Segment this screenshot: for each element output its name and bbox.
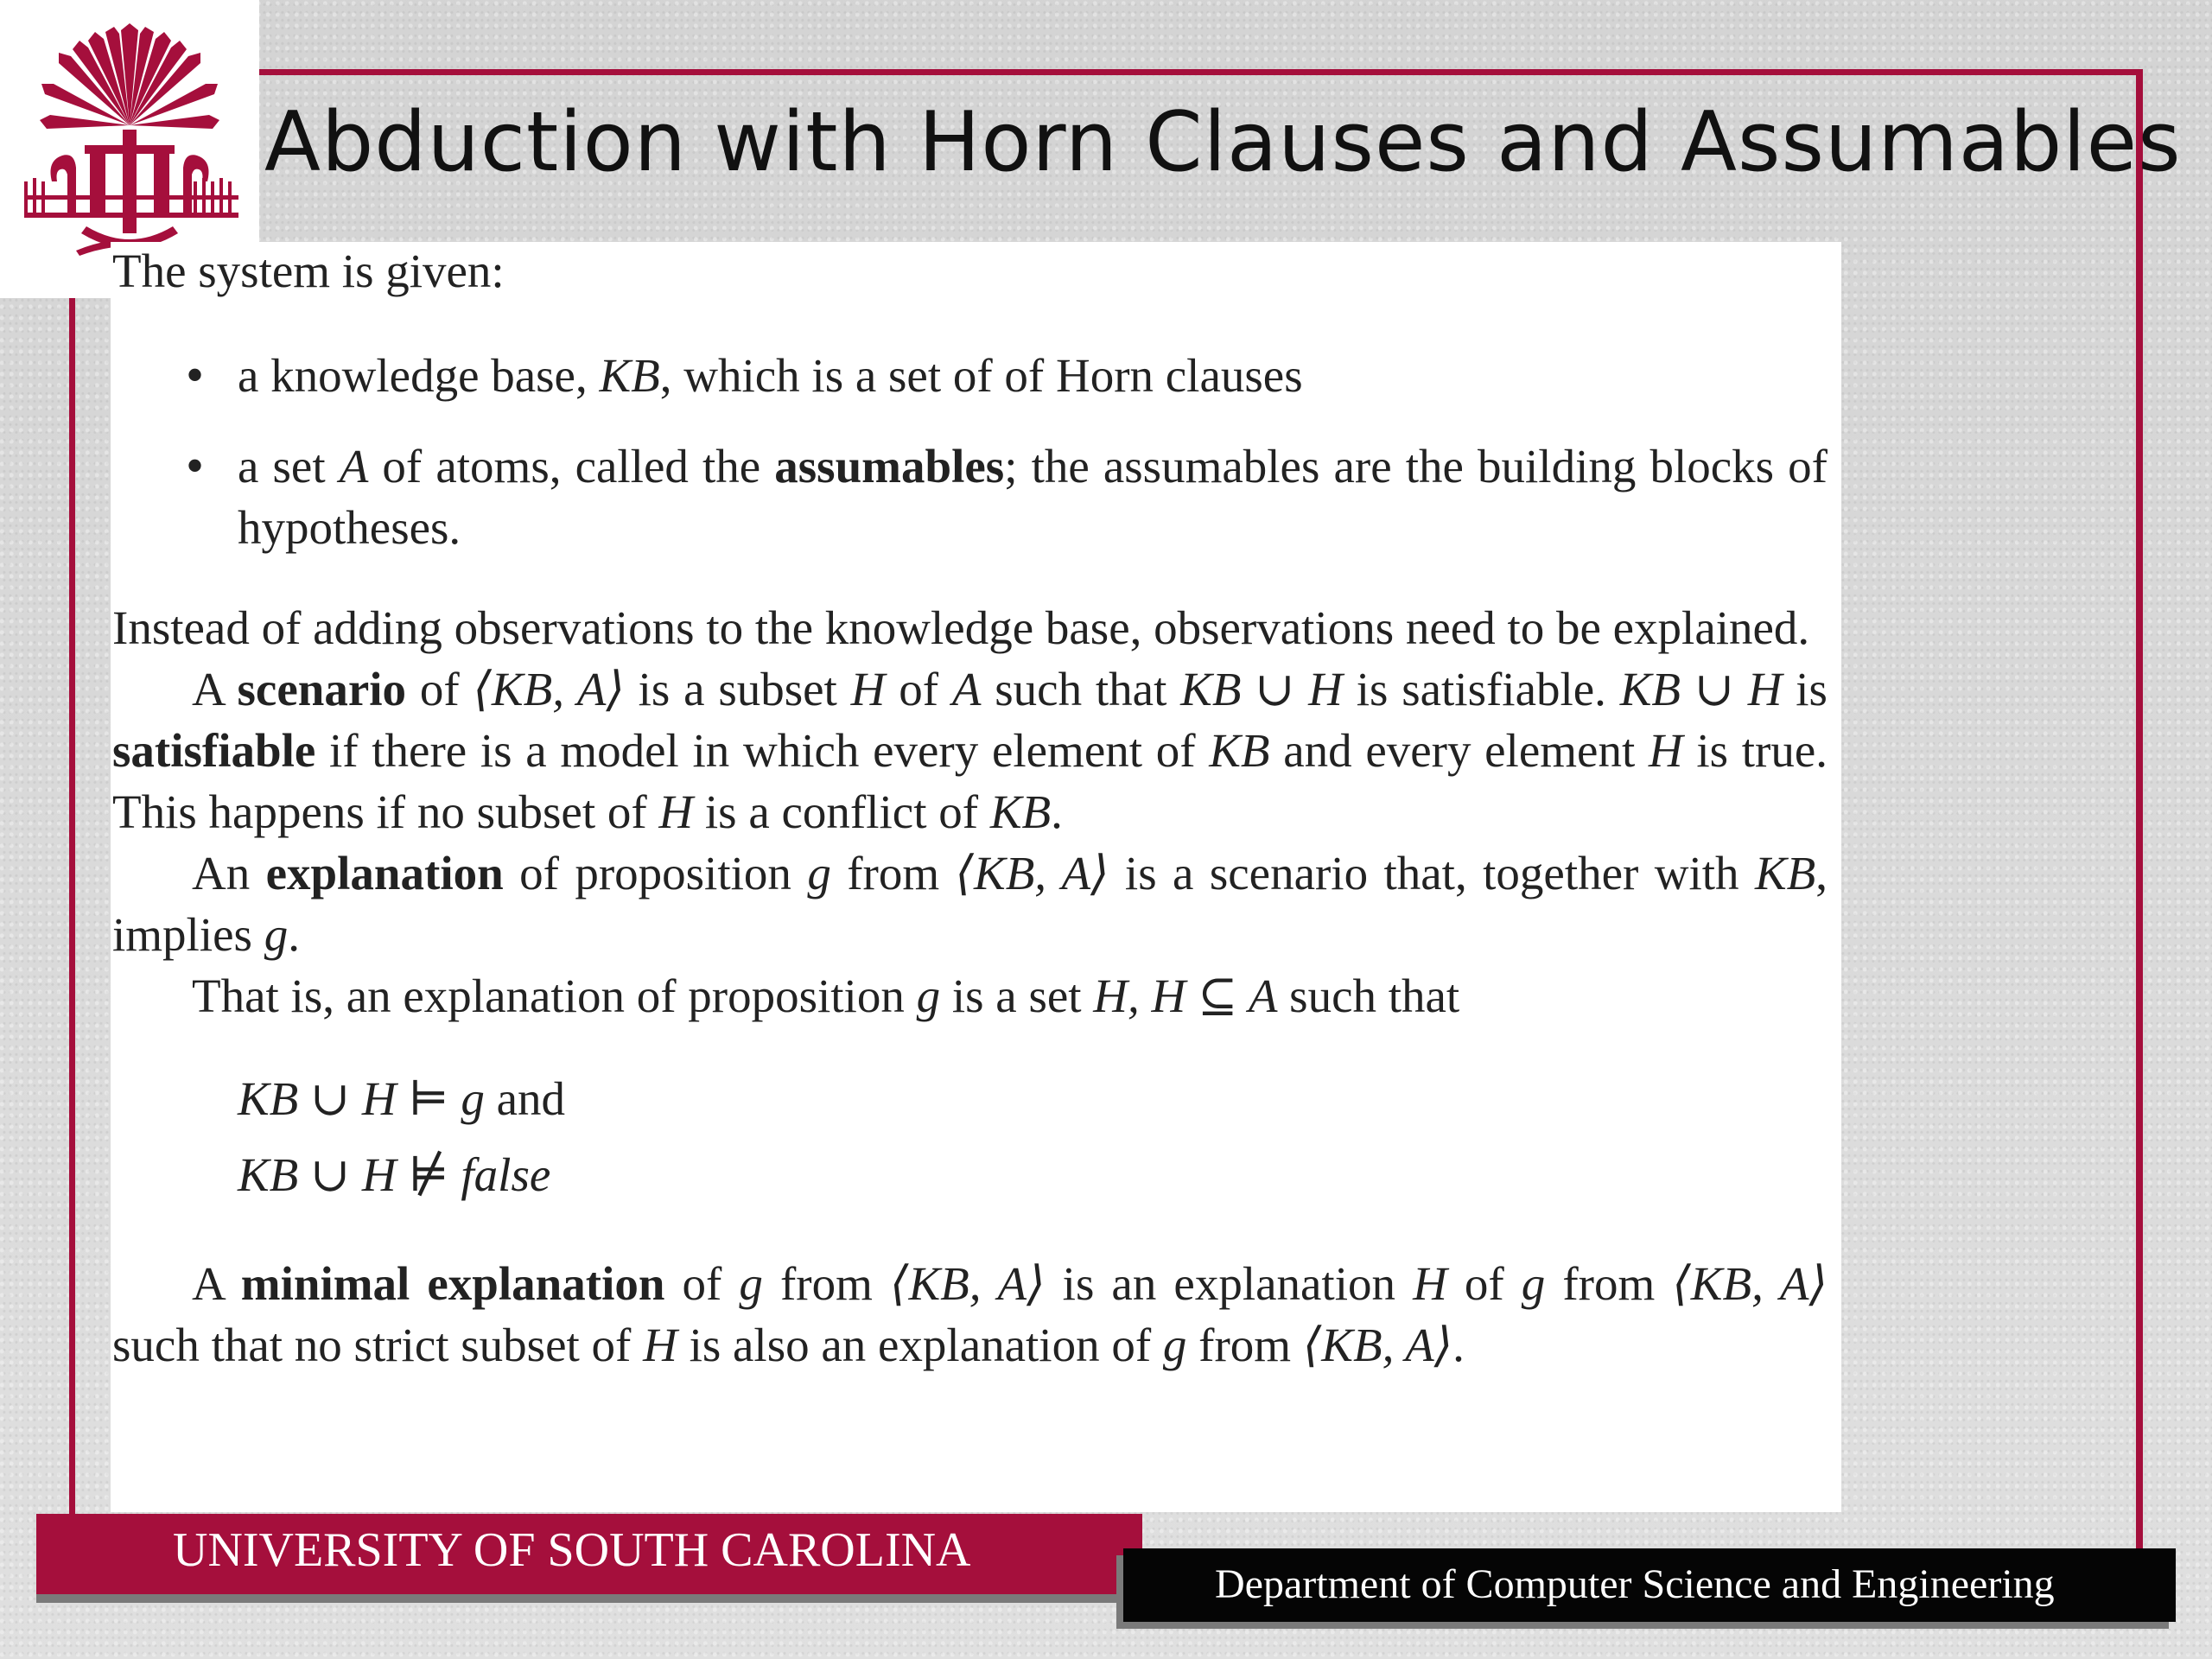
paragraph-that-is: That is, an explanation of proposition g is a set H, H ⊆ A such that bbox=[192, 969, 1460, 1022]
slide-title: Abduction with Horn Clauses and Assumables bbox=[264, 95, 2182, 190]
bullet-item-knowledge-base: • a knowledge base, KB, which is a set of of Horn clauses bbox=[112, 345, 1827, 406]
paragraph-explanation: An explanation of proposition g from ⟨KB, A⟩ is a scenario that, together with KB, implies g. bbox=[112, 847, 1827, 961]
frame-left bbox=[69, 294, 75, 1521]
formula-entails: KB ∪ H ⊨ g and bbox=[238, 1072, 566, 1125]
usc-palmetto-logo-icon bbox=[0, 0, 259, 276]
footer-university-bar bbox=[36, 1514, 1142, 1594]
bullet-list bbox=[112, 345, 1827, 558]
frame-top bbox=[259, 69, 2143, 75]
bullet-item-assumables: • a set A of atoms, called the assumables; the assumables are the building blocks of hypotheses. bbox=[112, 435, 1827, 558]
slide-content bbox=[112, 240, 1827, 1376]
footer-department-bar bbox=[1123, 1548, 2176, 1622]
paragraph-observations: Instead of adding observations to the knowledge base, observations need to be explained. bbox=[112, 601, 1810, 654]
formula-block bbox=[112, 1061, 1827, 1213]
intro-text: The system is given: bbox=[112, 245, 505, 297]
formula-not-entails-false: KB ∪ H ⊭ false bbox=[238, 1148, 551, 1201]
paragraph-minimal-explanation: A minimal explanation of g from ⟨KB, A⟩ is an explanation H of g from ⟨KB, A⟩ such that no strict subset of H is also an explanation of g from ⟨KB, A⟩. bbox=[112, 1257, 1827, 1371]
frame-right bbox=[2136, 69, 2143, 1581]
footer-department: Department of Computer Science and Engineering bbox=[1215, 1561, 2055, 1607]
paragraph-scenario: A scenario of ⟨KB, A⟩ is a subset H of A such that KB ∪ H is satisfiable. KB ∪ H is satisfiable if there is a model in which every element of KB and every element H is true. This happens if no subset of H is a conflict of KB. bbox=[112, 663, 1827, 838]
footer-university: UNIVERSITY OF SOUTH CAROLINA bbox=[173, 1523, 971, 1577]
